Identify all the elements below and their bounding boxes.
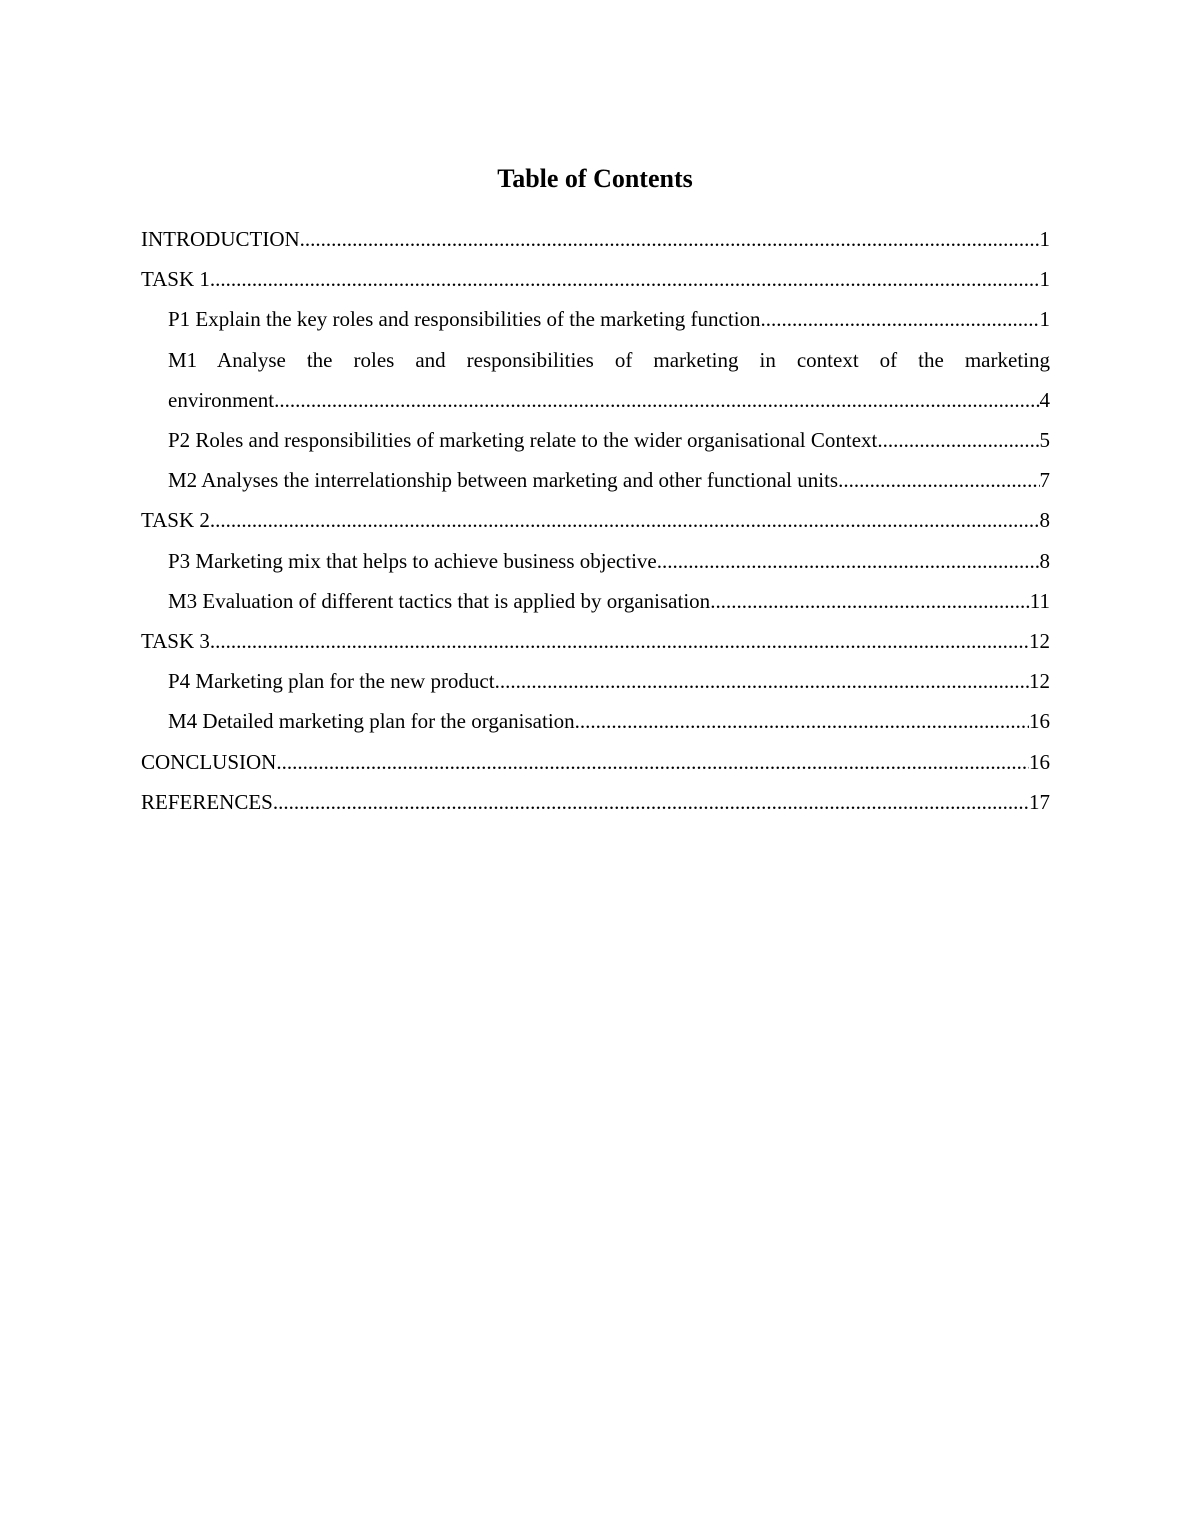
toc-page-number: 1 xyxy=(1039,267,1050,292)
toc-page-number: 4 xyxy=(1039,387,1050,412)
toc-entry-label: M2 Analyses the interrelationship between marketing and other functional units xyxy=(168,468,839,493)
toc-dot-leader xyxy=(761,299,1040,339)
toc-dot-leader xyxy=(657,541,1040,581)
toc-entry-p3[interactable] xyxy=(168,541,1050,581)
toc-page-number: 1 xyxy=(1039,307,1050,332)
toc-title: Table of Contents xyxy=(497,164,693,193)
toc-dot-leader xyxy=(210,500,1040,540)
toc-dot-leader xyxy=(210,259,1040,299)
toc-page-number: 16 xyxy=(1029,709,1050,734)
toc-dot-leader xyxy=(276,742,1029,782)
toc-entry-m3[interactable] xyxy=(168,581,1050,621)
toc-page-number: 8 xyxy=(1039,508,1050,533)
toc-entry-task-2[interactable] xyxy=(141,500,1050,540)
toc-page-number: 12 xyxy=(1029,669,1050,694)
toc-entry-task-1[interactable] xyxy=(141,259,1050,299)
toc-page-number: 11 xyxy=(1029,588,1050,613)
toc-entry-p4[interactable] xyxy=(168,661,1050,701)
toc-entry-m2[interactable] xyxy=(168,460,1050,500)
toc-entry-label-line-2: environment xyxy=(168,387,275,412)
toc-entry-label: INTRODUCTION xyxy=(141,227,300,251)
toc-entry-label: TASK 2 xyxy=(141,508,210,533)
toc-dot-leader xyxy=(273,782,1029,822)
toc-entry-label: P2 Roles and responsibilities of marketing relate to the wider organisational Context xyxy=(168,428,878,453)
toc-entry-references[interactable] xyxy=(141,782,1050,822)
toc-entry-label: CONCLUSION xyxy=(141,749,277,774)
toc-page-number: 7 xyxy=(1039,468,1050,493)
toc-page-number: 16 xyxy=(1029,749,1050,774)
toc-dot-leader xyxy=(710,581,1030,621)
toc-dot-leader xyxy=(300,219,1040,259)
toc-entry-label-line-1: M1 Analyse the roles and responsibilities of marketing in context of the marketing xyxy=(168,347,1050,372)
toc-dot-leader xyxy=(274,380,1039,420)
toc-entry-p2[interactable] xyxy=(168,420,1050,460)
toc-page-number: 1 xyxy=(1039,227,1050,251)
toc-entry-label: P3 Marketing mix that helps to achieve business objective xyxy=(168,548,657,573)
toc-page-number: 5 xyxy=(1039,428,1050,453)
toc-entry-p1[interactable] xyxy=(168,299,1050,339)
toc-entry-conclusion[interactable] xyxy=(141,742,1050,782)
toc-entry-label: REFERENCES xyxy=(141,789,273,814)
toc-entry-label: P1 Explain the key roles and responsibilities of the marketing function xyxy=(168,307,761,332)
toc-entry-task-3[interactable] xyxy=(141,621,1050,661)
toc-entry-m4[interactable] xyxy=(168,701,1050,741)
toc-entry-label: P4 Marketing plan for the new product xyxy=(168,669,495,694)
table-of-contents xyxy=(141,219,1050,822)
toc-page-number: 8 xyxy=(1039,548,1050,573)
toc-dot-leader xyxy=(575,701,1029,741)
toc-dot-leader xyxy=(838,460,1039,500)
toc-dot-leader xyxy=(210,621,1029,661)
toc-entry-label: M4 Detailed marketing plan for the organisation xyxy=(168,709,575,734)
toc-dot-leader xyxy=(495,661,1029,701)
toc-entry-label: M3 Evaluation of different tactics that is applied by organisation xyxy=(168,588,711,613)
toc-entry-label: TASK 3 xyxy=(141,629,210,654)
toc-entry-m1[interactable] xyxy=(168,340,1050,420)
toc-entry-introduction[interactable] xyxy=(141,219,1050,259)
toc-dot-leader xyxy=(877,420,1039,460)
toc-page-number: 12 xyxy=(1029,629,1050,654)
toc-page-number: 17 xyxy=(1029,789,1050,814)
toc-entry-label: TASK 1 xyxy=(141,267,210,292)
